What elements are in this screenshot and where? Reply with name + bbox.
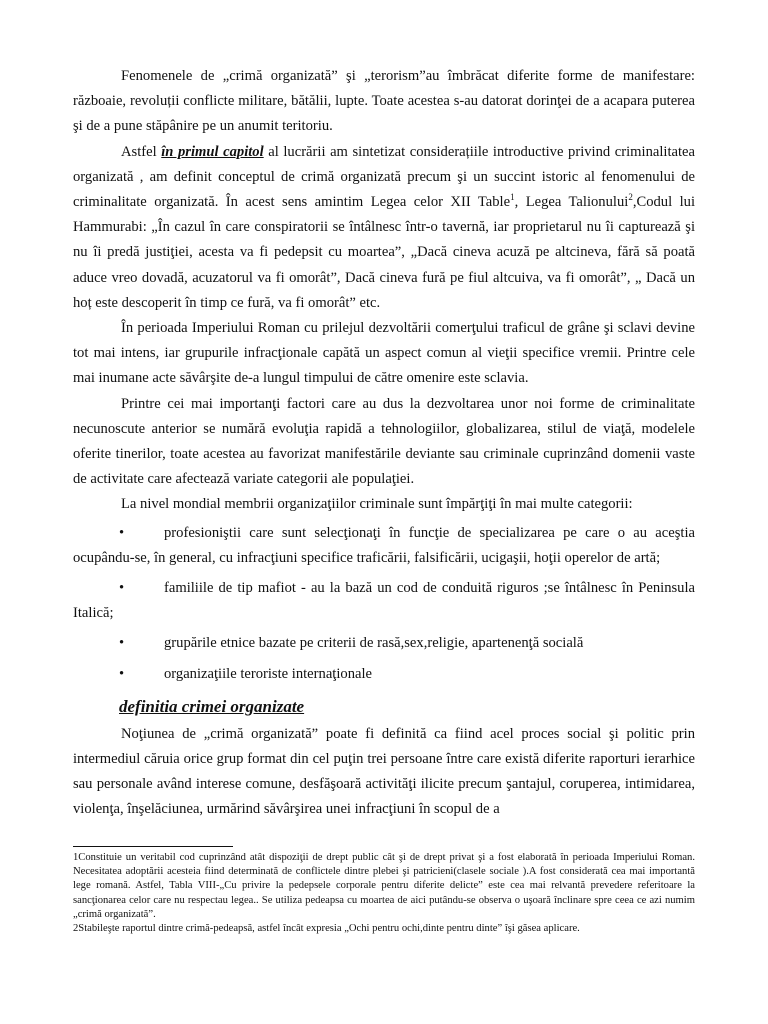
- paragraph-first-chapter-start: Astfel: [121, 143, 162, 160]
- paragraph-intro: Fenomenele de „crimă organizată” şi „terorism”au îmbrăcat diferite forme de manifestare: războaie, revoluții conflicte militare, bătălii, lupte. Toate acestea s-au datorat dorinţei de a acapara puterea şi de a pune stăpânire pe un anumit teritoriu.: [73, 68, 695, 135]
- footnote-separator: [73, 846, 233, 847]
- section-heading: definitia crimei organizate: [119, 696, 305, 716]
- bullet-icon: •: [119, 580, 125, 597]
- bullet-icon: •: [119, 665, 125, 682]
- list-item: [73, 662, 695, 687]
- list-item-text: familiile de tip mafiot - au la bază un cod de conduită riguros ;se întâlnesc în Peninsula Italică;: [73, 580, 695, 622]
- list-item-text: organizaţiile teroriste internaţionale: [164, 665, 373, 682]
- list-item-text: grupările etnice bazate pe criterii de rasă,sex,religie, apartenenţă socială: [164, 635, 584, 652]
- footnotes: [73, 846, 695, 936]
- paragraph-first-chapter-text-b: , Legea Talionului: [514, 194, 629, 211]
- footnote-ref-1[interactable]: 1: [510, 192, 515, 203]
- footnote-2: 2Stabileşte raportul dintre crimă-pedeapsă, astfel încât expresia „Ochi pentru ochi,dinte pentru dinte” îşi găsea aplicare.: [73, 923, 580, 935]
- chapter-reference: în primul capitol: [161, 143, 264, 160]
- paragraph-roman-empire: În perioada Imperiului Roman cu prilejul dezvoltării comerţului traficul de grâne şi sclavi devine tot mai intens, iar grupurile infracţionale capătă un aspect comun al vieţii specifice vremii. Printre cele mai inumane acte săvârşite de-a lungul timpului de către omenire este sclavia.: [73, 320, 695, 387]
- paragraph-definition: Noţiunea de „crimă organizată” poate fi definită ca fiind acel proces social şi politic prin intermediul căruia orice grup format din cel puţin trei persoane între care există diferite raporturi ierarhice sau personale având interese comune, desfăşoară activităţi ilicite precum şantajul, coruperea, intimidarea, violenţa, înşelăciunea, urmărind săvârşirea unei infracţiuni în scopul de a: [73, 725, 695, 818]
- categories-list: [73, 521, 695, 687]
- document-body: [73, 64, 695, 823]
- paragraph-first-chapter-text-a: al lucrării am sintetizat considerațiile introductive privind criminalitatea organizată , am definit conceptul de crimă organizată precum şi un succint istoric al fenomenului de criminalitate organizată. În acest sens amintim Legea celor XII Table: [73, 143, 695, 211]
- list-item: [73, 631, 695, 656]
- bullet-icon: •: [119, 635, 125, 652]
- paragraph-first-chapter: [73, 140, 695, 316]
- footnote-1: 1Constituie un veritabil cod cuprinzând atât dispoziţii de drept public cât şi de drept privat şi a fost elaborată în perioada Imperiului Roman. Necesitatea adoptării acesteia fiind determinată de conflictele dintre plebei şi patricieni(clasele sociale ).A fost considerată cea mai importantă lege romană. Astfel, Tabla VIII-„Cu privire la pedepsele corporale pentru diferite delicte” este cea mai relvantă prevedere referitoare la sancţionarea celor care nu respectau legea.. Se utiliza pedeapsa cu moartea de aici putându-se observa o uşoară înclinare spre ceea ce azi numim „crimă organizată”.: [73, 852, 695, 920]
- paragraph-categories-intro: La nivel mondial membrii organizaţiilor criminale sunt împărţiţi în mai multe categorii:: [121, 496, 633, 513]
- paragraph-factors: Printre cei mai importanţi factori care au dus la dezvoltarea unor noi forme de criminalitate necunoscute anterior se numără evoluţia rapidă a tehnologiilor, globalizarea, stilul de viaţă, modelele oferite tinerilor, toate acestea au favorizat manifestările deviante sau criminale cuprinzând domenii vaste de activitate care afectează variate categorii ale populaţiei.: [73, 395, 695, 488]
- paragraph-first-chapter-text-c: ,Codul lui Hammurabi: „În cazul în care conspiratorii se întâlnesc într-o tavernă, iar proprietarul nu îi capturează şi nu îi predă justiţiei, acesta va fi pedepsit cu moartea”, „Dacă cineva acuză pe altcineva, fără să poată aduce vreo dovadă, acuzatorul va fi omorât”, Dacă cineva fură pe fiul altcuiva, va fi omorât”, „ Dacă un hoț este descoperit în timp ce fură, va fi omorât” etc.: [73, 194, 695, 311]
- list-item: [73, 576, 695, 626]
- list-item-text: profesioniştii care sunt selecţionaţi în funcţie de specializarea pe care o au aceştia ocupându-se, în general, cu infracţiuni specifice traficării, falsificării, ucigaşii, hoţii operelor de artă;: [73, 524, 695, 566]
- bullet-icon: •: [119, 524, 125, 541]
- list-item: [73, 521, 695, 571]
- footnote-ref-2[interactable]: 2: [628, 192, 633, 203]
